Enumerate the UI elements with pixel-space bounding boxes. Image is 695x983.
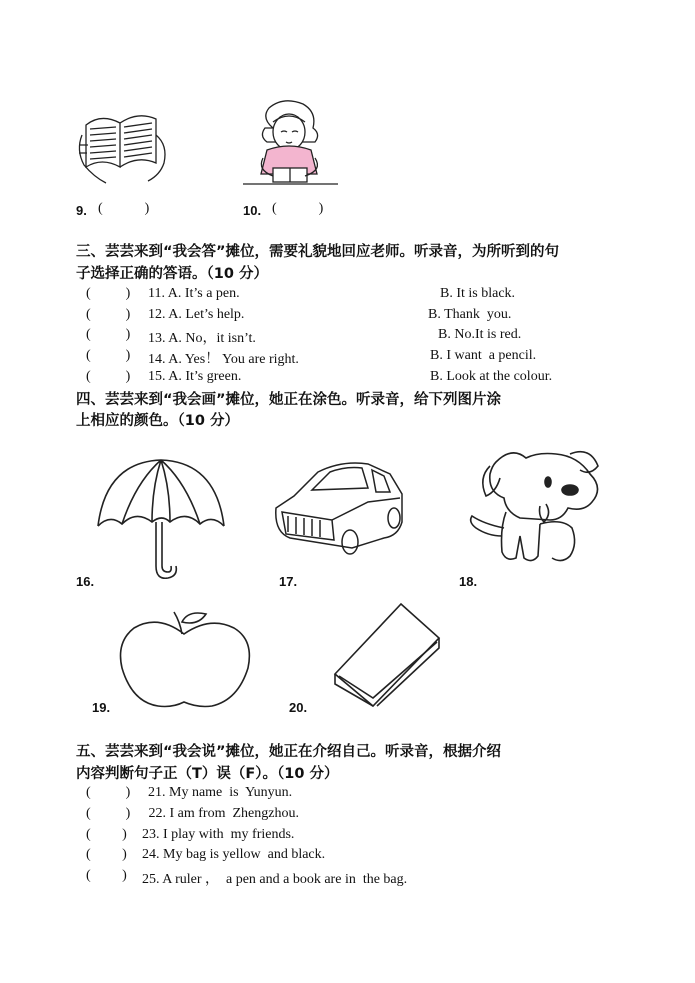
picture-label-19: 19. — [92, 700, 111, 715]
section-5-heading-line2: 内容判断句子正（T）误（F）。（10 分） — [76, 766, 339, 782]
answer-blank-22[interactable]: ( ) — [86, 806, 131, 821]
section-5-heading-line1: 五、芸芸来到“我会说”摊位，她正在介绍自己。听录音，根据介绍 — [76, 744, 502, 760]
section-3-heading-line2: 子选择正确的答语。（10 分） — [76, 266, 268, 282]
question-11-option-b: B. It is black. — [440, 286, 516, 301]
item-10-answer-blank[interactable]: ( ) — [272, 201, 324, 216]
picture-label-16: 16. — [76, 574, 95, 589]
statement-23: 23. I play with my friends. — [142, 827, 295, 842]
question-15-option-a: 15. A. It’s green. — [148, 369, 242, 384]
car-picture — [272, 458, 407, 558]
item-10-label: 10. — [243, 203, 262, 218]
section-3-heading-line1: 三、芸芸来到“我会答”摊位，需要礼貌地回应老师。听录音，为所听到的句 — [76, 244, 560, 260]
answer-blank-25[interactable]: ( ) — [86, 868, 127, 883]
picture-label-17: 17. — [279, 574, 298, 589]
answer-blank-23[interactable]: ( ) — [86, 827, 127, 842]
statement-22: 22. I am from Zhengzhou. — [145, 806, 299, 821]
book-picture — [333, 602, 443, 707]
question-14-option-a: 14. A. Yes！ You are right. — [148, 352, 299, 367]
section-4-heading-line2: 上相应的颜色。（10 分） — [76, 413, 239, 429]
apple-picture — [118, 608, 253, 708]
question-13-option-b: B. No.It is red. — [438, 327, 522, 342]
picture-label-20: 20. — [289, 700, 308, 715]
picture-label-18: 18. — [459, 574, 478, 589]
question-12-option-a: 12. A. Let’s help. — [148, 307, 245, 322]
answer-blank-13[interactable]: ( ) — [86, 327, 131, 342]
answer-blank-12[interactable]: ( ) — [86, 307, 131, 322]
umbrella-picture — [96, 458, 226, 583]
statement-24: 24. My bag is yellow and black. — [142, 847, 326, 862]
question-14-option-b: B. I want a pencil. — [430, 348, 537, 363]
question-13-option-a: 13. A. No，it isn’t. — [148, 331, 256, 346]
puppy-picture — [466, 448, 606, 568]
answer-blank-14[interactable]: ( ) — [86, 348, 131, 363]
question-15-option-b: B. Look at the colour. — [430, 369, 553, 384]
answer-blank-11[interactable]: ( ) — [86, 286, 131, 301]
item-9-answer-blank[interactable]: ( ) — [98, 201, 150, 216]
open-book-hands-picture — [76, 105, 171, 185]
answer-blank-24[interactable]: ( ) — [86, 847, 127, 862]
statement-25: 25. A ruler ， a pen and a book are in the bag. — [142, 872, 408, 887]
answer-blank-15[interactable]: ( ) — [86, 369, 131, 384]
question-11-option-a: 11. A. It’s a pen. — [148, 286, 240, 301]
question-12-option-b: B. Thank you. — [428, 307, 512, 322]
statement-21: 21. My name is Yunyun. — [148, 785, 293, 800]
item-9-label: 9. — [76, 203, 87, 218]
girl-writing-picture — [243, 98, 338, 193]
answer-blank-21[interactable]: ( ) — [86, 785, 131, 800]
section-4-heading-line1: 四、芸芸来到“我会画”摊位，她正在涂色。听录音，给下列图片涂 — [76, 392, 502, 408]
